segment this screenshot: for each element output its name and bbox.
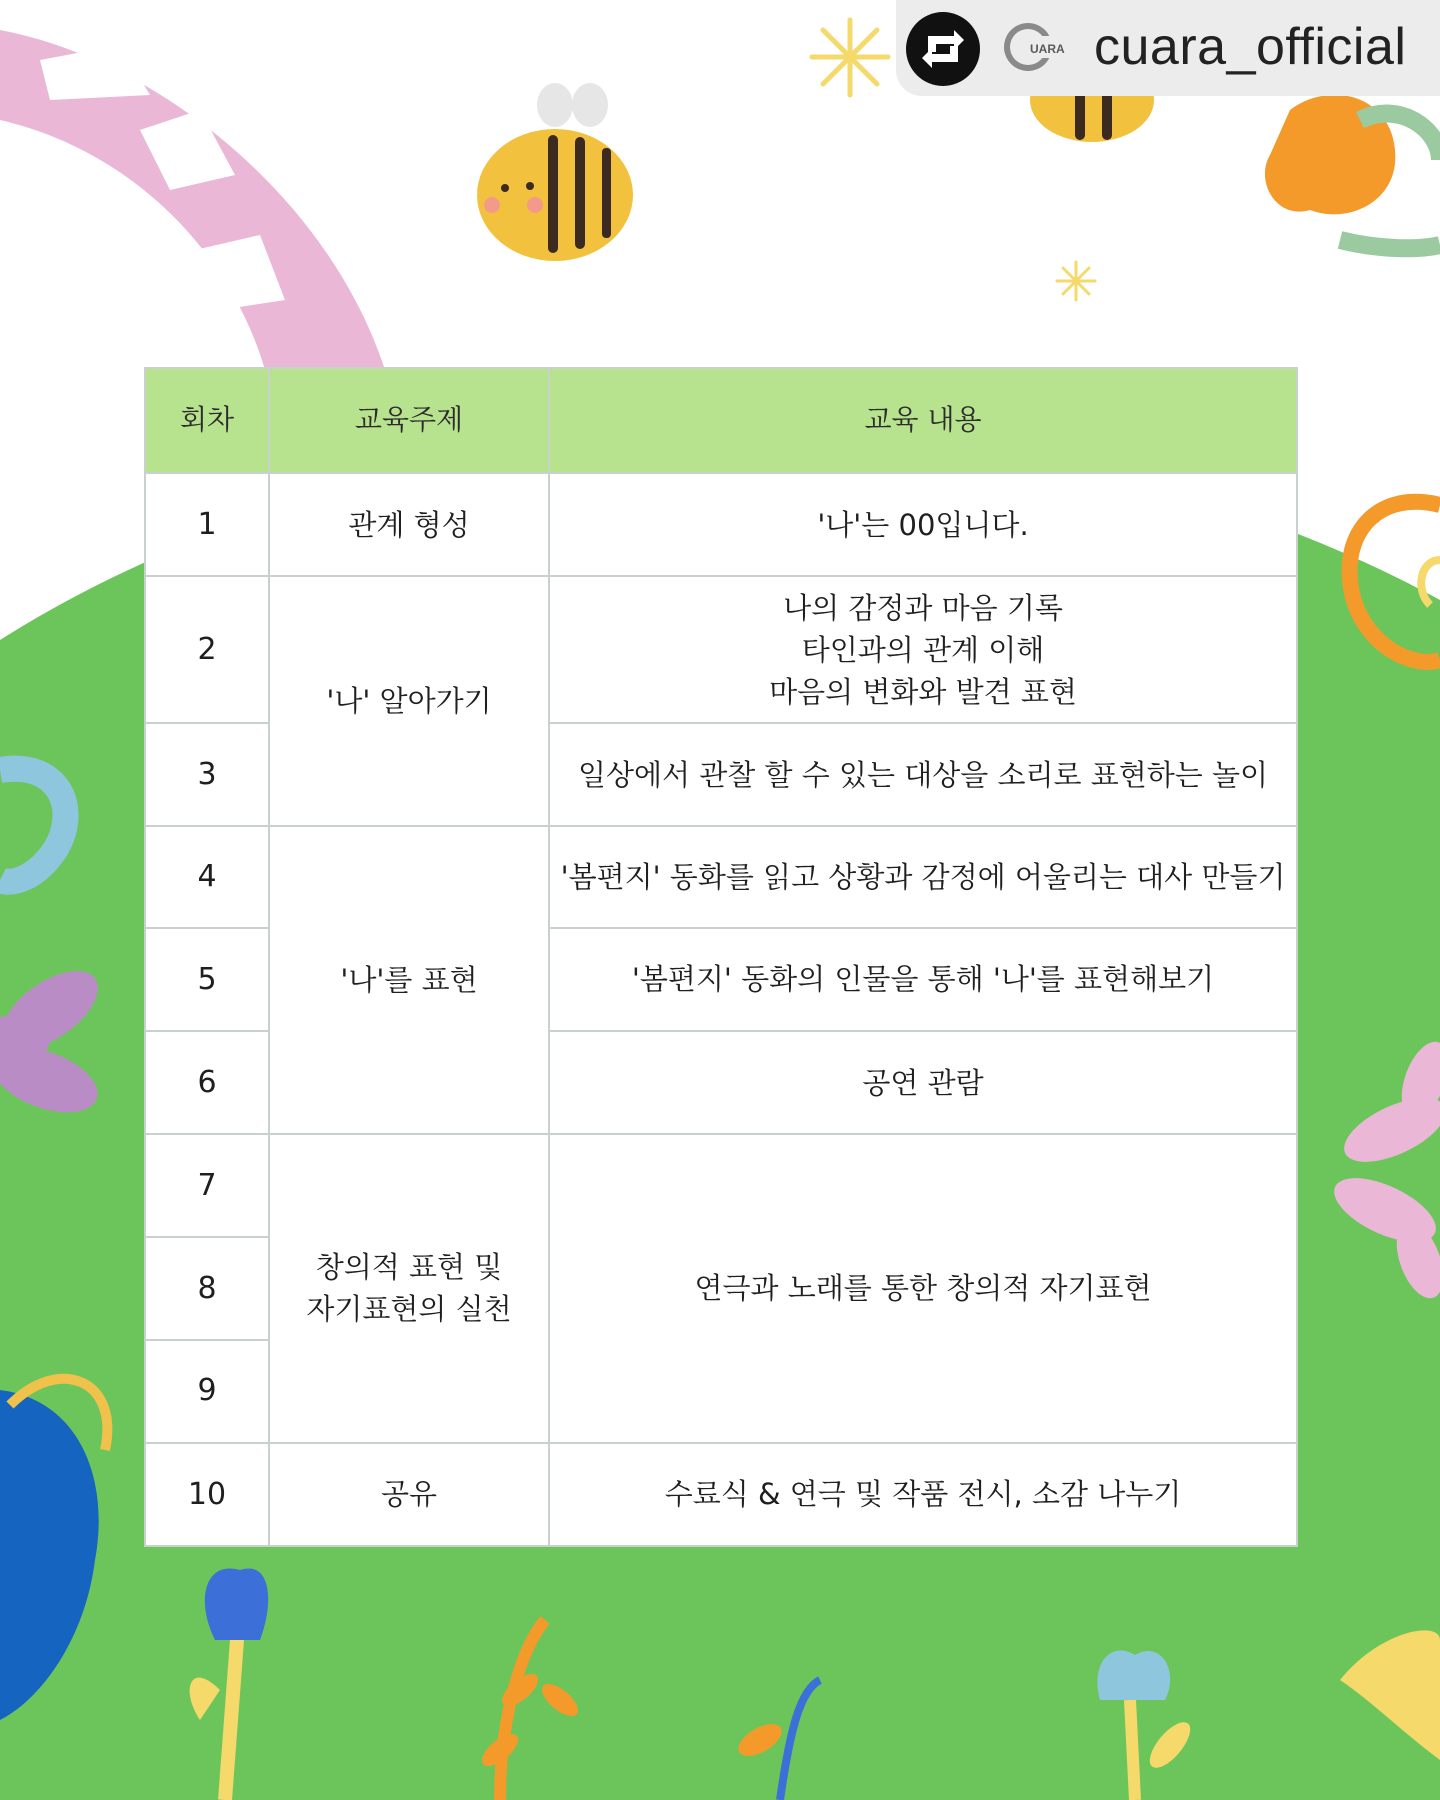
- topic-cell: 관계 형성: [269, 473, 549, 576]
- session-number: 5: [145, 928, 269, 1031]
- session-number: 8: [145, 1237, 269, 1339]
- content-cell: '봄편지' 동화를 읽고 상황과 감정에 어울리는 대사 만들기: [549, 826, 1297, 928]
- orange-flower: [1265, 95, 1440, 248]
- session-number: 6: [145, 1031, 269, 1134]
- session-number: 9: [145, 1340, 269, 1443]
- content-cell: 공연 관람: [549, 1031, 1297, 1134]
- table-row: [145, 1443, 1297, 1546]
- cuara-logo: [1000, 18, 1080, 76]
- header-session: 회차: [145, 368, 269, 473]
- topic-cell: '나'를 표현: [269, 826, 549, 1135]
- repost-header: [896, 0, 1440, 96]
- repost-icon[interactable]: [906, 12, 980, 86]
- table-row: [145, 473, 1297, 576]
- session-number: 4: [145, 826, 269, 928]
- content-line: 나의 감정과 마음 기록: [783, 590, 1063, 625]
- content-line: 마음의 변화와 발견 표현: [769, 674, 1077, 709]
- session-number: 7: [145, 1134, 269, 1237]
- session-number: 3: [145, 723, 269, 825]
- topic-cell: 창의적 표현 및 자기표현의 실천: [269, 1134, 549, 1443]
- content-cell: 일상에서 관찰 할 수 있는 대상을 소리로 표현하는 놀이: [549, 723, 1297, 825]
- content-cell: 연극과 노래를 통한 창의적 자기표현: [549, 1134, 1297, 1443]
- table-row: [145, 576, 1297, 723]
- session-number: 1: [145, 473, 269, 576]
- content-cell: [549, 576, 1297, 723]
- session-number: 10: [145, 1443, 269, 1546]
- table-row: [145, 1134, 1297, 1237]
- bee-illustration: [477, 83, 633, 261]
- sparkle-decoration-small: [1057, 262, 1095, 300]
- header-topic: 교육주제: [269, 368, 549, 473]
- session-number: 2: [145, 576, 269, 723]
- content-cell: '봄편지' 동화의 인물을 통해 '나'를 표현해보기: [549, 928, 1297, 1031]
- table-header-row: [145, 368, 1297, 473]
- table-row: [145, 826, 1297, 928]
- sparkle-decoration: [812, 20, 888, 95]
- pink-film-strip: [0, 30, 385, 370]
- topic-cell: '나' 알아가기: [269, 576, 549, 825]
- account-handle[interactable]: cuara_official: [1094, 18, 1407, 76]
- education-schedule-table: [144, 367, 1298, 1547]
- content-cell: 수료식 & 연극 및 작품 전시, 소감 나누기: [549, 1443, 1297, 1546]
- header-content: 교육 내용: [549, 368, 1297, 473]
- topic-cell: 공유: [269, 1443, 549, 1546]
- content-cell: '나'는 00입니다.: [549, 473, 1297, 576]
- logo-text: UARA: [1030, 42, 1065, 56]
- content-line: 타인과의 관계 이해: [801, 632, 1045, 667]
